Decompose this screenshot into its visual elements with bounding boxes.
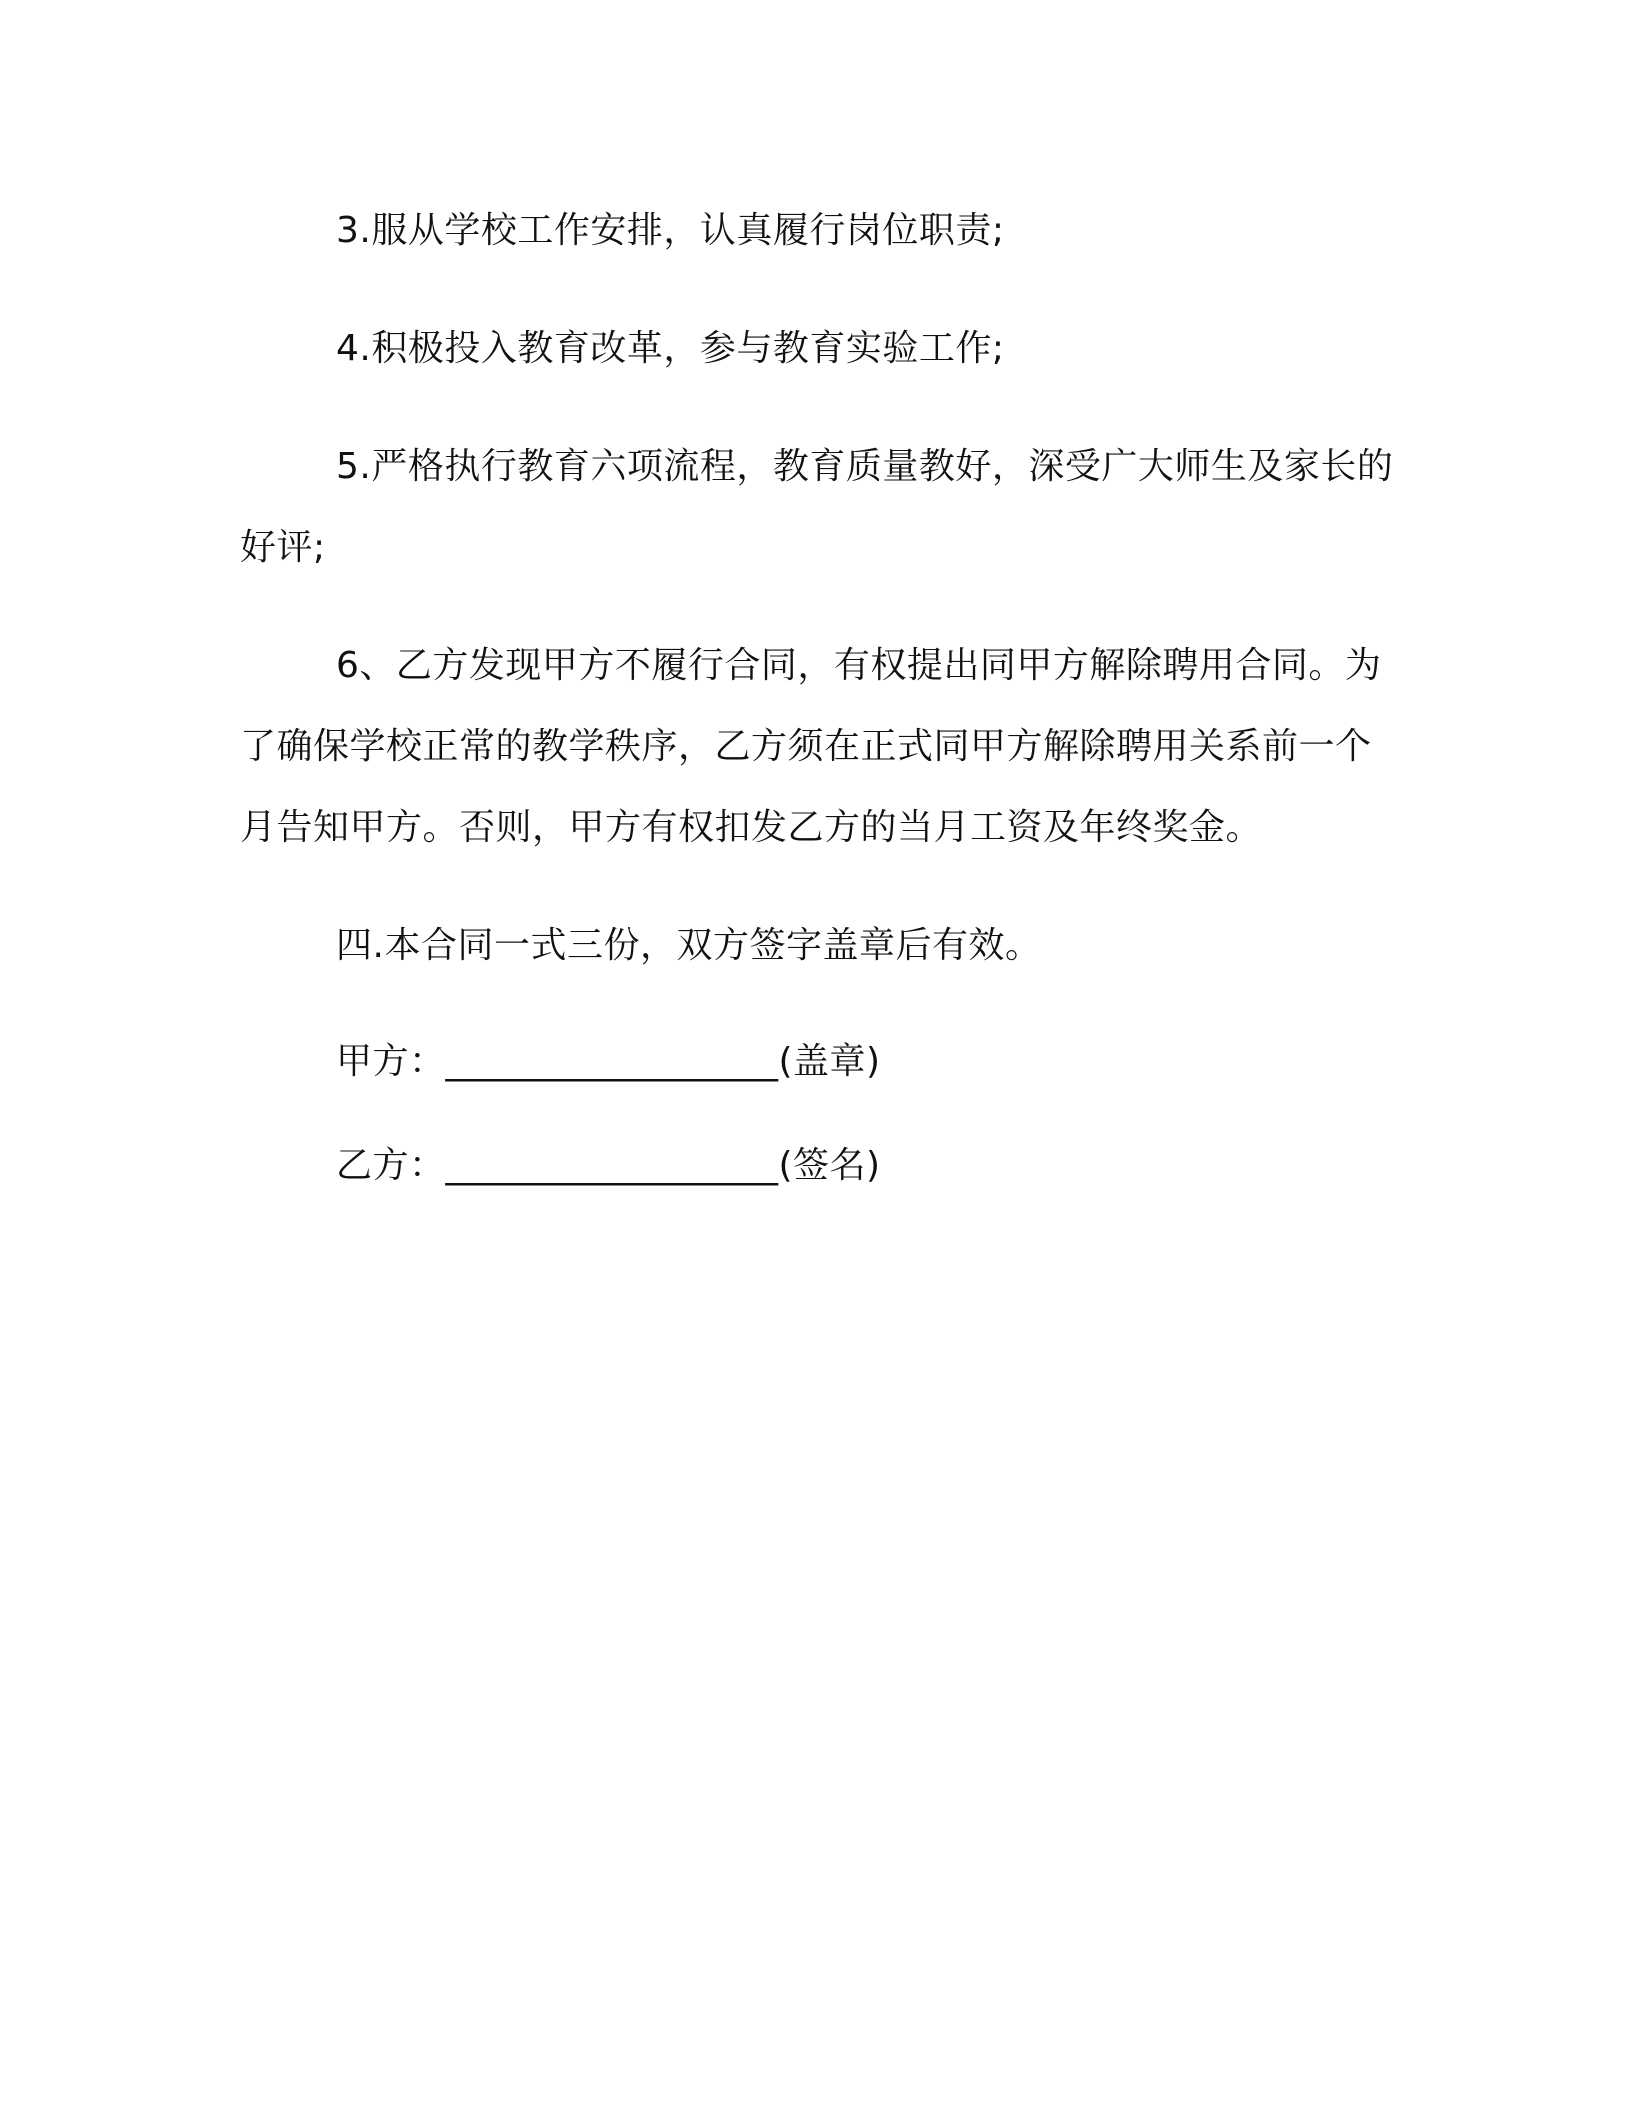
party-b-signature-line <box>240 1127 1400 1205</box>
party-b-label: 乙方： <box>336 1145 446 1186</box>
paragraph-item-3: 3.服从学校工作安排，认真履行岗位职责; <box>336 210 1005 251</box>
document-body <box>240 190 1400 1231</box>
paragraph-item-5: 5.严格执行教育六项流程，教育质量教好，深受广大师生及家长的好评; <box>240 446 1394 568</box>
paragraph-item-6: 6、乙方发现甲方不履行合同，有权提出同甲方解除聘用合同。为了确保学校正常的教学秩序，乙方须在正式同甲方解除聘用关系前一个月告知甲方。否则，甲方有权扣发乙方的当月工资及年终奖金。 <box>240 645 1382 848</box>
party-a-signature-line <box>240 1023 1400 1101</box>
party-a-note: (盖章) <box>778 1041 881 1082</box>
party-b-blank: __________________ <box>445 1145 779 1186</box>
party-a-label: 甲方： <box>336 1041 446 1082</box>
party-a-blank: __________________ <box>445 1041 779 1082</box>
paragraph-clause-four: 四.本合同一式三份，双方签字盖章后有效。 <box>336 925 1042 966</box>
paragraph-item-4: 4.积极投入教育改革，参与教育实验工作; <box>336 328 1005 369</box>
party-b-note: (签名) <box>778 1145 881 1186</box>
